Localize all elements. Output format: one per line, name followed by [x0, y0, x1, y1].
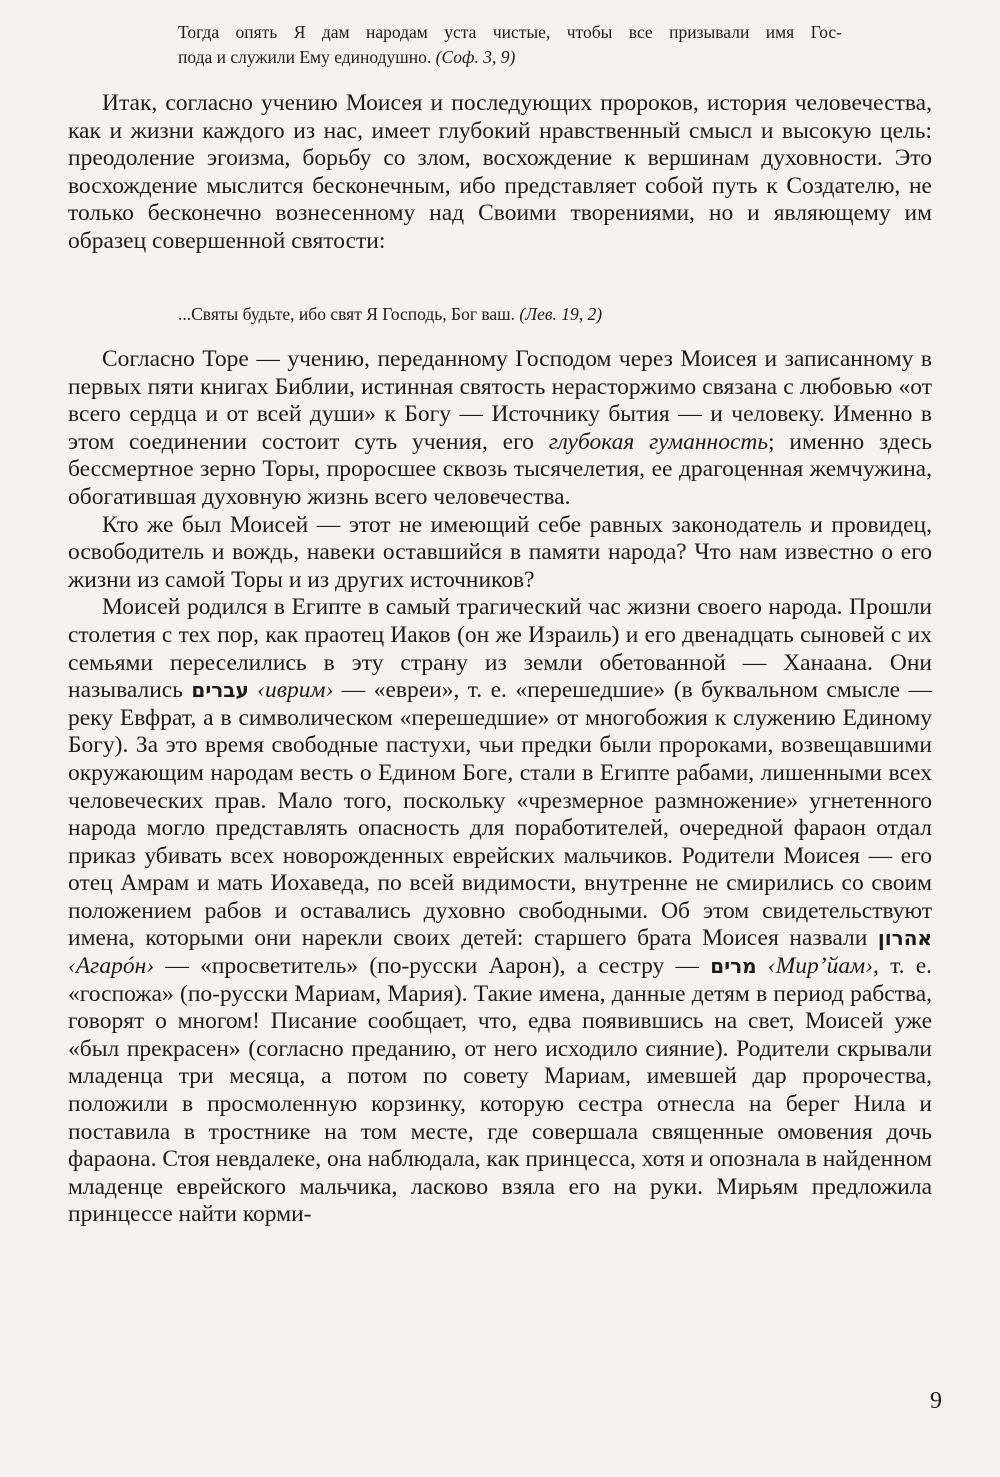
epigraph-leviticus: [178, 302, 878, 327]
paragraph-block-2: [68, 346, 932, 1229]
epigraph-reference: (Соф. 3, 9): [435, 47, 516, 67]
epigraph-zephaniah: [178, 20, 842, 70]
paragraph-3: Кто же был Моисей — этот не имеющий себе равных законодатель и провидец, освободитель и вождь, навеки оставшийся в памяти народа? Что нам известно о его жизни из самой Торы и из других источников?: [68, 511, 932, 593]
paragraph-4: Моисей родился в Египте в самый трагический час жизни своего народа. Прошли столетия с тех пор, как праотец Иаков (он же Израиль) и его двенадцать сыновей с их семьями переселились в эту страну из земли обетованной — Ханаана. Они назывались עברים ‹иврим› — «евреи», т. е. «перешедшие» (в буквальном смысле — реку Евфрат, а в символическом «перешедшие» от многобожия к служению Единому Богу). За это время свободные пастухи, чьи предки были пророками, возвещавшими окружающим народам весть о Едином Боге, стали в Египте рабами, лишенными всех человеческих прав. Мало того, поскольку «чрезмерное размножение» угнетенного народа могло представлять опасность для поработителей, очередной фараон отдал приказ убивать всех новорожденных еврейских мальчиков. Родители Моисея — его отец Амрам и мать Иохаведа, по всей видимости, внутренне не смирились со своим положением рабов и оставались духовно свободными. Об этом свидетельствуют имена, которыми они нарекли своих детей: старшего брата Моисея назвали אהרון ‹Агарóн› — «просветитель» (по-русски Аарон), а сестру — מרים ‹Мир’йам›, т. е. «госпожа» (по-русски Мариам, Мария). Такие имена, данные детям в период рабства, говорят о многом! Писание сообщает, что, едва появившись на свет, Моисей уже «был прекрасен» (согласно преданию, от него исходило сияние). Родители скрывали младенца три месяца, а потом по совету Мариам, имевшей дар пророчества, положили в просмоленную корзинку, которую сестра отнесла на берег Нила и поставила в тростнике на том месте, где совершала священные омовения дочь фараона. Стоя невдалеке, она наблюдала, как принцесса, хотя и опознала в найденном младенце еврейского мальчика, ласково взяла его на руки. Мирьям предложила принцессе найти корми-: [68, 594, 932, 1228]
paragraph-block-1: [68, 90, 932, 256]
transliteration-aharon: ‹Агарóн›: [68, 953, 155, 980]
hebrew-ivrim: עברים: [191, 678, 249, 703]
epigraph-line-2: пода и служили Ему единодушно.: [178, 47, 432, 67]
paragraph-1: Итак, согласно учению Моисея и последующих пророков, история человечества, как и жизни каждого из нас, имеет глубокий нравственный смысл и высокую цель: преодоление эгоизма, борьбу со злом, восхождение к вершинам духовности. Это восхождение мыслится бесконечным, ибо представляет собой путь к Создателю, не только бесконечно вознесенному над Своими творениями, но и являющему им образец совершенной святости:: [68, 90, 932, 254]
paragraph-2: Согласно Торе — учению, переданному Господом через Моисея и записанному в первых пяти книгах Библии, истинная святость нерасторжимо связана с любовью «от всего сердца и от всей души» к Богу — Источнику бытия — и человеку. Именно в этом соединении состоит суть учения, его глубокая гуманность; именно здесь бессмертное зерно Торы, проросшее сквозь тысячелетия, ее драгоценная жемчужина, обогатившая духовную жизнь всего человечества.: [68, 346, 932, 510]
hebrew-miriam: מרים: [710, 954, 757, 979]
epigraph-2-text: ...Святы будьте, ибо свят Я Господь, Бог ваш.: [178, 304, 516, 324]
transliteration-ivrim: ‹иврим›: [257, 677, 334, 704]
page-number: 9: [930, 1388, 942, 1414]
epigraph-2-reference: (Лев. 19, 2): [519, 304, 603, 324]
hebrew-aharon: אהרון: [877, 926, 932, 951]
transliteration-miriam: ‹Мир’йам›: [767, 953, 873, 980]
emphasis-humanity: глубокая гуманность: [548, 428, 769, 455]
epigraph-line-1: Тогда опять Я дам народам уста чистые, чтобы все призывали имя Гос-: [178, 22, 842, 42]
